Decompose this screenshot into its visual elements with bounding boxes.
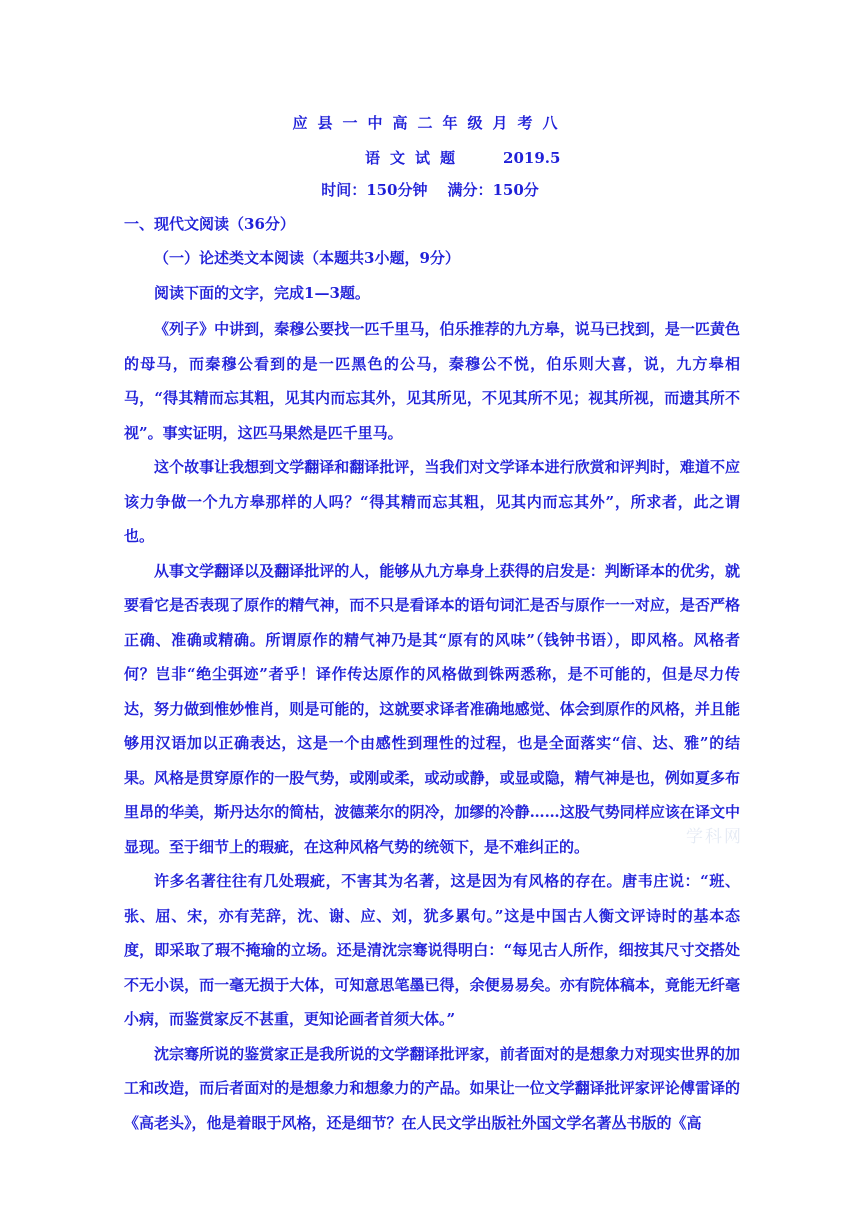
subsection-heading: （一）论述类文本阅读（本题共3小题，9分） (154, 249, 460, 267)
exam-date: 2019.5 (503, 149, 561, 167)
exam-subtitle (365, 147, 560, 168)
passage-paragraph: 从事文学翻译以及翻译批评的人，能够从九方皋身上获得的启发是：判断译本的优劣，就要看它是否表现了原作的精气神，而不只是看译本的语句词汇是否与原作一一对应，是否严格正确、准确或精确。所谓原作的精气神乃是其“原有的风味”（钱钟书语），即风格。风格者何？岂非“绝尘弭迹”者乎！译作传达原作的风格做到铢两悉称，是不可能的，但是尽力传达，努力做到惟妙惟肖，则是可能的，这就要求译者准确地感觉、体会到原作的风格，并且能够用汉语加以正确表达，这是一个由感性到理性的过程，也是全面落实“信、达、雅”的结果。风格是贯穿原作的一股气势，或刚或柔，或动或静，或显或隐，精气神是也，例如夏多布里昂的华美，斯丹达尔的简枯，波德莱尔的阴冷，加缪的冷静……这股气势同样应该在译文中显现。至于细节上的瑕疵，在这种风格气势的统领下，是不难纠正的。 (124, 561, 740, 856)
passage-body (124, 312, 740, 1140)
passage-paragraph: 《列子》中讲到，秦穆公要找一匹千里马，伯乐推荐的九方皋，说马已找到，是一匹黄色的母马，而秦穆公看到的是一匹黑色的公马，秦穆公不悦，伯乐则大喜，说，九方皋相马，“得其精而忘其粗，见其内而忘其外，见其所见，不见其所不见；视其所视，而遗其所不视”。事实证明，这匹马果然是匹千里马。 (124, 320, 740, 442)
full-score: 满分：150分 (447, 181, 539, 199)
section-heading: 一、现代文阅读（36分） (124, 215, 295, 233)
instruction-text: 阅读下面的文字，完成1—3题。 (154, 284, 370, 302)
passage-paragraph: 这个故事让我想到文学翻译和翻译批评，当我们对文学译本进行欣赏和评判时，难道不应该力争做一个九方皋那样的人吗？“得其精而忘其粗，见其内而忘其外”，所求者，此之谓也。 (124, 458, 740, 545)
time-limit: 时间：150分钟 (321, 181, 428, 199)
passage-paragraph: 许多名著往往有几处瑕疵，不害其为名著，这是因为有风格的存在。唐韦庄说：“班、张、屈、宋，亦有芜辞，沈、谢、应、刘，犹多累句。”这是中国古人衡文评诗时的基本态度，即采取了瑕不掩瑜的立场。还是清沈宗骞说得明白：“每见古人所作，细按其尺寸交搭处不无小误，而一毫无损于大体，可知意思笔墨已得，余便易易矣。亦有院体稿本，竟能无纤毫小病，而鉴赏家反不甚重，更知论画者首须大体。” (124, 872, 740, 1028)
time-info (0, 179, 860, 200)
exam-title: 应县一中高二年级月考八 (292, 114, 568, 132)
passage-paragraph: 沈宗骞所说的鉴赏家正是我所说的文学翻译批评家，前者面对的是想象力对现实世界的加工和改造，而后者面对的是想象力和想象力的产品。如果让一位文学翻译批评家评论傅雷译的《高老头》，他是着眼于风格，还是细节？在人民文学出版社外国文学名著丛书版的《高 (124, 1044, 740, 1132)
subject-label: 语文试题 (365, 149, 466, 167)
watermark-logo: 学科网 (686, 827, 743, 847)
